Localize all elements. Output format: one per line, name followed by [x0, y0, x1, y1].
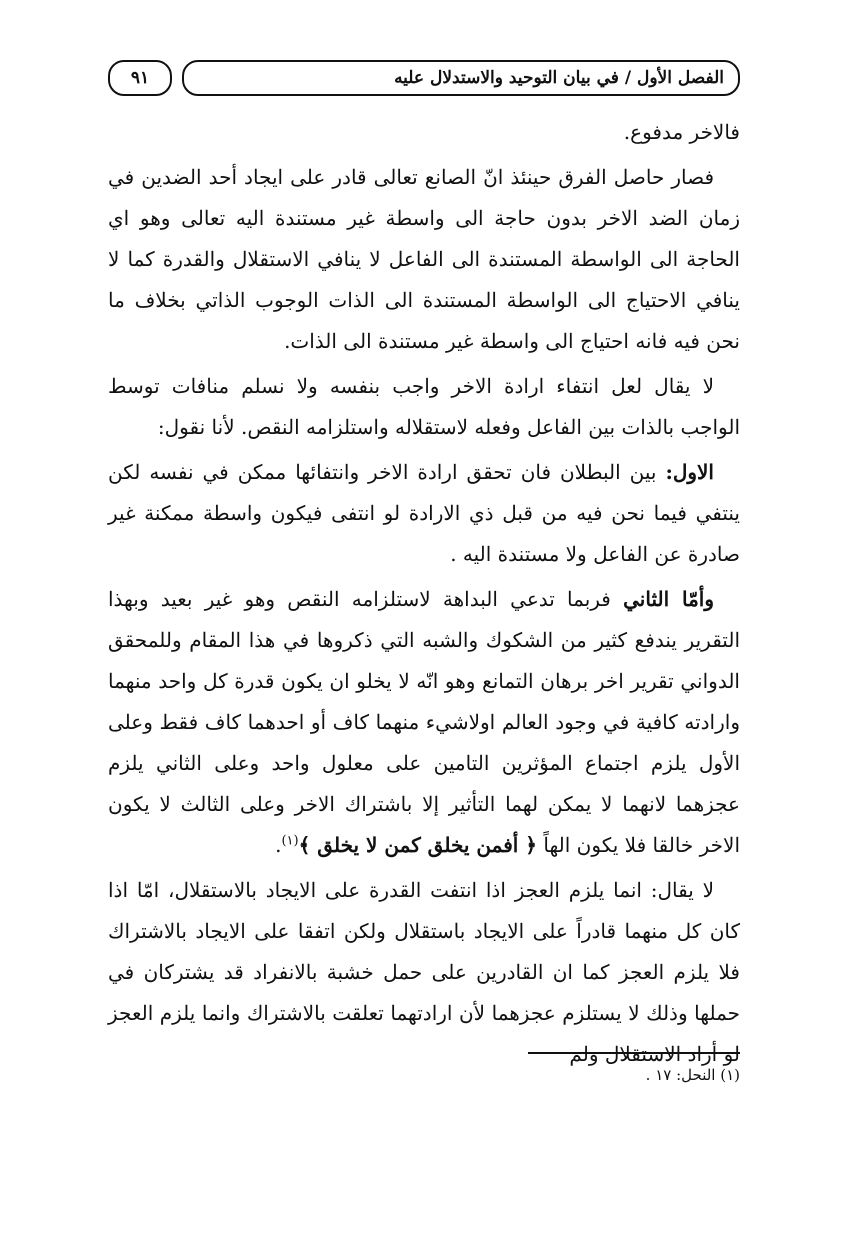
paragraph-text: بين البطلان فان تحقق ارادة الاخر وانتفائها ممكن في نفسه لكن ينتفي فيما نحن فيه من قبل ذي الارادة لو انتفى فيكون واسطة ممكنة غير صادرة عن الفاعل ولا مستندة اليه .	[108, 460, 740, 566]
paragraph-6	[108, 870, 740, 1075]
paragraph-text: فالاخر مدفوع.	[623, 120, 740, 144]
quran-verse: ﴿ أفمن يخلق كمن لا يخلق ﴾	[298, 833, 537, 857]
paragraph-text: فربما تدعي البداهة لاستلزامه النقص وهو غير بعيد وبهذا التقرير يندفع كثير من الشكوك والشبه التي ذكروها في هذا المقام وللمحقق الدواني تقرير اخر برهان التمانع وهو انّه لا يخلو ان يكون قدرة كل واحد منهما وارادته كافية في وجود العالم اولاشيء منهما كاف أو احدهما كاف فقط وعلى الأول يلزم اجتماع المؤثرين التامين على معلول واحد وعلى الثاني يلزم عجزهما لانهما لا يمكن لهما التأثير إلا باشتراك الاخر وعلى الثالث لا يكون الاخر خالقا فلا يكون الهاً	[108, 587, 740, 857]
paragraph-1	[108, 112, 740, 153]
paragraph-4	[108, 452, 740, 575]
paragraph-3	[108, 366, 740, 448]
paragraph-lead: وأمّا الثاني	[623, 587, 714, 611]
paragraph-text: لا يقال: انما يلزم العجز اذا انتفت القدرة على الايجاد بالاستقلال، امّا اذا كان كل منهما قادراً على الايجاد باستقلال ولكن اتفقا على الايجاد بالاشتراك فلا يلزم العجز كما ان القادرين على حمل خشبة بالانفراد قد يشتركان في حملها وذلك لا يستلزم عجزهما لأن ارادتهما تعلقت بالاشتراك وانما يلزم العجز لو أراد الاستقلال ولم	[108, 878, 740, 1066]
paragraph-text: لا يقال لعل انتفاء ارادة الاخر واجب بنفسه ولا نسلم منافات توسط الواجب بالذات بين الفاعل وفعله لاستقلاله واستلزامه النقص. لأنا نقول:	[108, 374, 740, 439]
chapter-title	[182, 60, 740, 96]
footnote-divider	[528, 1052, 740, 1054]
body-text	[108, 112, 740, 1079]
paragraph-2	[108, 157, 740, 362]
footnote	[340, 1066, 740, 1084]
page-number-text: ٩١	[130, 68, 150, 88]
paragraph-5	[108, 579, 740, 866]
paragraph-text: فصار حاصل الفرق حينئذ انّ الصانع تعالى قادر على ايجاد أحد الضدين في زمان الضد الاخر بدون حاجة الى واسطة غير مستندة اليه تعالى وهو اي الحاجة الى الواسطة المستندة الى الفاعل لا ينافي الاستقلال والقدرة كما لا ينافي الاحتياج الى الواسطة المستندة الى الذات الوجوب الذاتي بخلاف ما نحن فيه فانه احتياج الى واسطة غير مستندة الى الذات.	[108, 165, 740, 353]
footnote-text: (١) النحل: ١٧ .	[645, 1066, 740, 1084]
chapter-title-text: الفصل الأول / في بيان التوحيد والاستدلال عليه	[394, 68, 724, 88]
paragraph-tail: .	[275, 833, 282, 857]
page-number	[108, 60, 172, 96]
paragraph-lead: الاول:	[665, 460, 714, 484]
page-header	[108, 60, 740, 98]
footnote-marker[interactable]: (١)	[281, 833, 299, 849]
